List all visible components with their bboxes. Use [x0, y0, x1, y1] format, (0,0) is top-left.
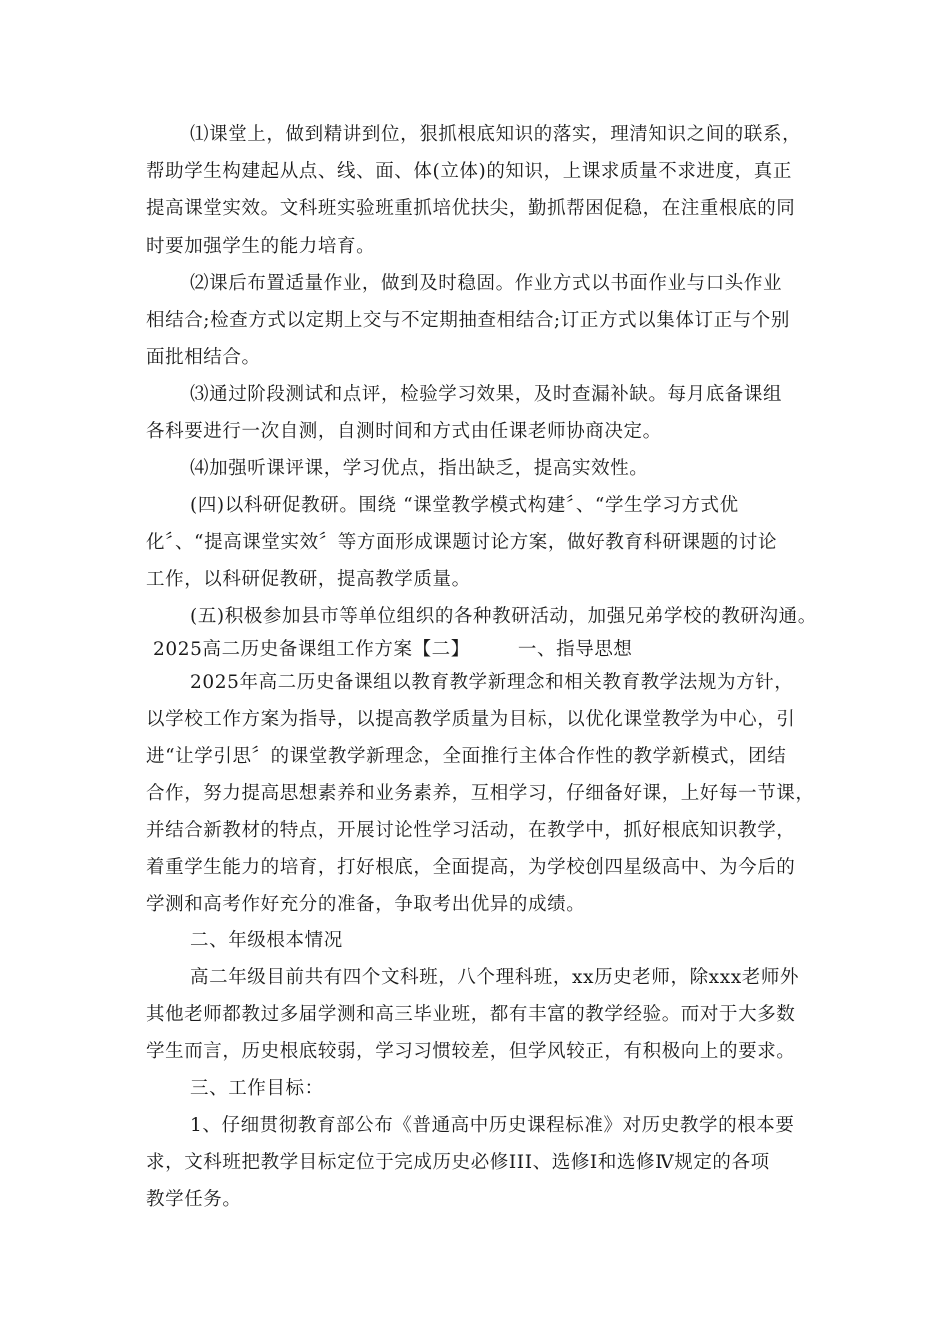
section-heading: 2025高二历史备课组工作方案【二】 一、指导思想: [153, 639, 633, 660]
text-line: 学测和高考作好充分的准备，争取考出优异的成绩。: [146, 894, 586, 915]
text-line: 着重学生能力的培育，打好根底，全面提高，为学校创四星级高中、为今后的: [146, 857, 796, 878]
text-line: 学生而言，历史根底较弱，学习习惯较差，但学风较正，有积极向上的要求。: [146, 1041, 796, 1062]
text-line: ⑴课堂上，做到精讲到位，狠抓根底知识的落实，理清知识之间的联系，: [190, 124, 802, 145]
text-line: 并结合新教材的特点，开展讨论性学习活动，在教学中，抓好根底知识教学，: [146, 820, 796, 841]
text-line: 高二年级目前共有四个文科班，八个理科班，xx历史老师，除xxx老师外: [190, 967, 800, 988]
text-line: (五)积极参加县市等单位组织的各种教研活动，加强兄弟学校的教研沟通。: [190, 606, 817, 627]
text-line: ⑶通过阶段测试和点评，检验学习效果，及时查漏补缺。每月底备课组: [190, 384, 783, 405]
text-line: 化〞、“提高课堂实效〞等方面形成课题讨论方案，做好教育科研课题的讨论: [146, 532, 778, 553]
text-line: 进“让学引思〞的课堂教学新理念，全面推行主体合作性的教学新模式，团结: [146, 746, 787, 767]
text-line: 相结合;检查方式以定期上交与不定期抽查相结合;订正方式以集体订正与个别: [146, 310, 790, 331]
text-line: 合作，努力提高思想素养和业务素养，互相学习，仔细备好课，上好每一节课，: [146, 783, 815, 804]
text-line: 各科要进行一次自测，自测时间和方式由任课老师协商决定。: [146, 421, 662, 442]
text-line: 其他老师都教过多届学测和高三毕业班，都有丰富的教学经验。而对于大多数: [146, 1004, 796, 1025]
text-line: ⑷加强听课评课，学习优点，指出缺乏，提高实效性。: [190, 458, 649, 479]
text-line: 教学任务。: [146, 1189, 242, 1210]
text-line: 面批相结合。: [146, 347, 261, 368]
text-line: 求，文科班把教学目标定位于完成历史必修III、选修Ⅰ和选修Ⅳ规定的各项: [146, 1152, 770, 1173]
text-line: ⑵课后布置适量作业，做到及时稳固。作业方式以书面作业与口头作业: [190, 273, 783, 294]
text-line: 1、仔细贯彻教育部公布《普通高中历史课程标准》对历史教学的根本要: [190, 1115, 795, 1136]
text-line: 工作，以科研促教研，提高教学质量。: [146, 569, 471, 590]
text-line: 时要加强学生的能力培育。: [146, 236, 376, 257]
text-line: 2025年高二历史备课组以教育教学新理念和相关教育教学法规为方针，: [190, 672, 794, 693]
text-line: 以学校工作方案为指导，以提高教学质量为目标，以优化课堂教学为中心，引: [146, 709, 796, 730]
section-heading: 二、年级根本情况: [190, 930, 343, 951]
text-line: 提高课堂实效。文科班实验班重抓培优扶尖，勤抓帮困促稳，在注重根底的同: [146, 198, 796, 219]
section-heading: 三、工作目标：: [190, 1078, 324, 1099]
text-line: (四)以科研促教研。围绕 “课堂教学模式构建〞、“学生学习方式优: [190, 495, 739, 516]
text-line: 帮助学生构建起从点、线、面、体(立体)的知识，上课求质量不求进度，真正: [146, 161, 792, 182]
